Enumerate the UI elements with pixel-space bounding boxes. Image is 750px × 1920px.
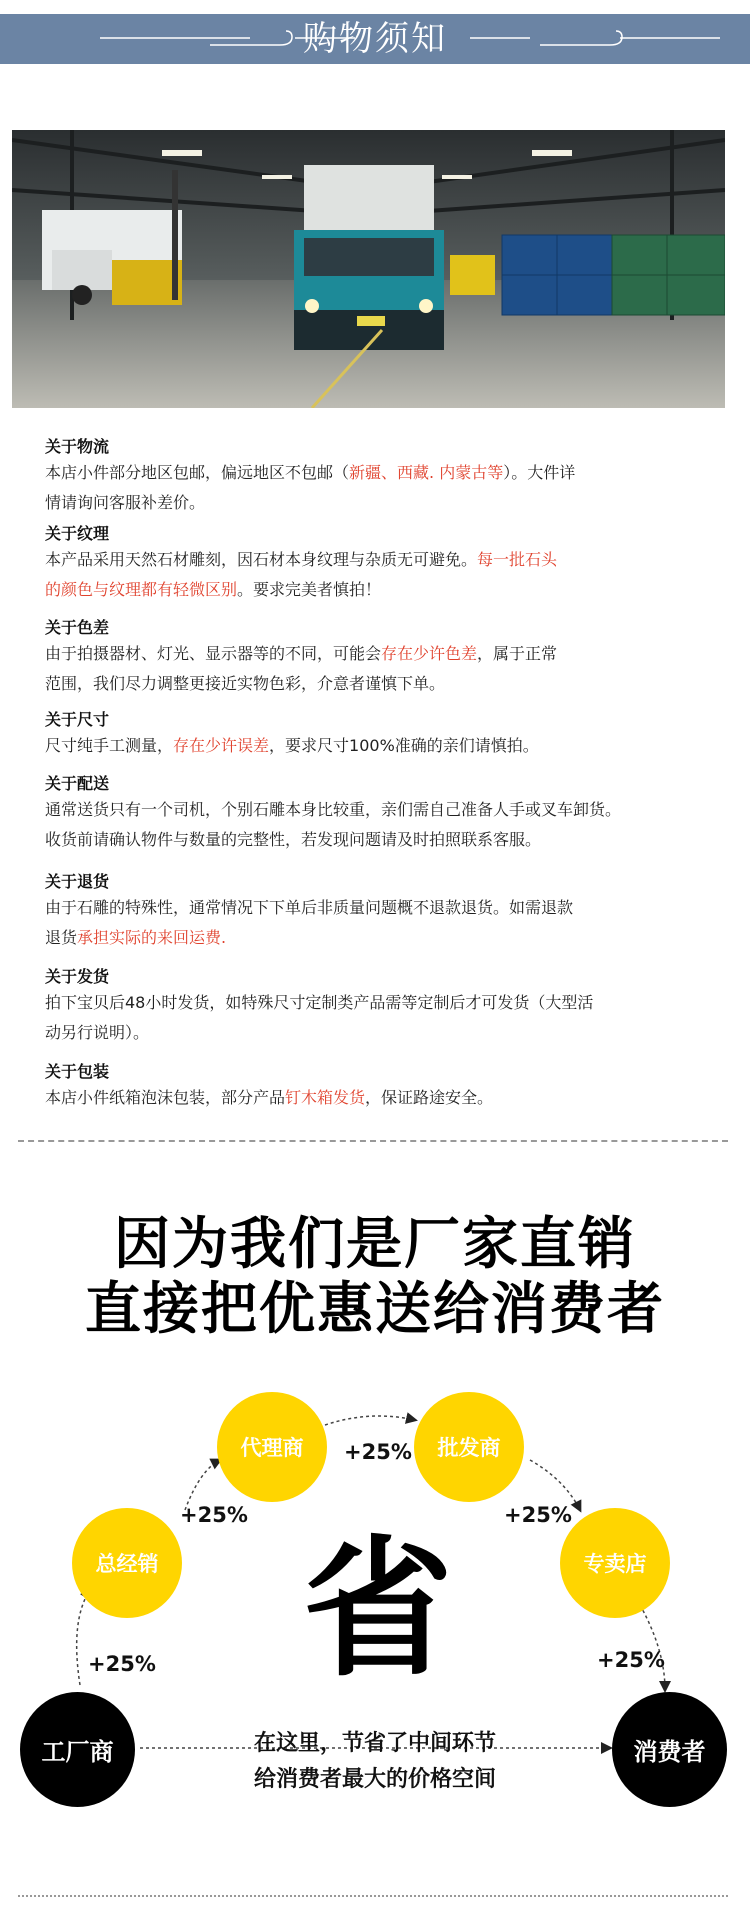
bottom-divider [18,1895,728,1897]
body-text: 本店小件部分地区包邮，偏远地区不包邮（ [45,463,350,482]
save-character: 省 [302,1523,453,1697]
caption-line-2: 给消费者最大的价格空间 [253,1767,496,1792]
notice-line [45,923,725,953]
body-text: 本产品采用天然石材雕刻，因石材本身纹理与杂质无可避免。 [45,550,478,569]
notice-title: 关于物流 [45,437,110,456]
node-factory: 工厂商 [20,1692,135,1807]
markup-label-1: +25% [88,1652,156,1676]
node-wholesaler: 批发商 [414,1392,524,1502]
node-general-distributor: 总经销 [72,1508,182,1618]
markup-label-5: +25% [597,1648,665,1672]
notice-shipping [45,966,725,1048]
section-divider [18,1140,728,1142]
body-text: 由于拍摄器材、灯光、显示器等的不同，可能会 [45,644,382,663]
notice-line [45,795,725,825]
highlight-text: 的颜色与纹理都有轻微区别 [45,580,238,599]
notice-color [45,617,725,699]
notice-title: 关于退货 [45,872,110,891]
markup-label-4: +25% [504,1503,572,1527]
body-text: 。要求完美者慎拍！ [237,580,382,599]
body-text: ，保证路途安全。 [365,1088,494,1107]
notice-texture [45,523,725,605]
notice-packaging [45,1061,725,1113]
node-store: 专卖店 [560,1508,670,1618]
node-consumer: 消费者 [612,1692,727,1807]
body-text: ，要求尺寸100%准确的亲们请慎拍。 [269,736,539,755]
highlight-text: 新疆、西藏. 内蒙古等 [349,463,504,482]
markup-label-3: +25% [344,1440,412,1464]
body-text: 由于石雕的特殊性，通常情况下下单后非质量问题概不退款退货。如需退款 [45,898,574,917]
notice-returns [45,871,725,953]
notice-line [45,545,725,575]
highlight-text: 存在少许色差 [381,644,478,663]
notice-size [45,709,725,761]
body-text: 收货前请确认物件与数量的完整性，若发现问题请及时拍照联系客服。 [45,830,542,849]
notice-delivery [45,773,725,855]
markup-label-2: +25% [180,1503,248,1527]
notice-logistics [45,436,725,518]
highlight-text: 每一批石头 [477,550,558,569]
body-text: 范围，我们尽力调整更接近实物色彩，介意者谨慎下单。 [45,674,446,693]
node-agent: 代理商 [217,1392,327,1502]
warehouse-photo [12,130,725,408]
body-text: 尺寸纯手工测量， [45,736,174,755]
slogan-line-2: 直接把优惠送给消费者 [85,1277,665,1342]
notice-line [45,639,725,669]
page-title: 购物须知 [303,19,447,59]
notice-line [45,731,725,761]
notice-title: 关于配送 [45,774,110,793]
notice-line [45,1083,725,1113]
notice-line [45,1018,725,1048]
body-text: ，属于正常 [477,644,558,663]
highlight-text: 钉木箱发货 [285,1088,366,1107]
notice-title: 关于尺寸 [45,710,110,729]
slogan-line-1: 因为我们是厂家直销 [114,1212,636,1277]
body-text: 通常送货只有一个司机，个别石雕本身比较重，亲们需自己准备人手或叉车卸货。 [45,800,622,819]
body-text: ）。大件详 [503,463,576,482]
body-text: 退货 [45,928,78,947]
notice-line [45,825,725,855]
notice-title: 关于色差 [45,618,110,637]
notice-title: 关于包装 [45,1062,110,1081]
header-banner [0,14,750,64]
notice-line [45,893,725,923]
body-text: 拍下宝贝后48小时发货，如特殊尺寸定制类产品需等定制后才可发货（大型活 [45,993,594,1012]
body-text: 动另行说明）。 [45,1023,150,1042]
body-text: 本店小件纸箱泡沫包装，部分产品 [45,1088,286,1107]
notice-title: 关于纹理 [45,524,110,543]
notice-line [45,575,725,605]
notice-title: 关于发货 [45,967,110,986]
caption-line-1: 在这里，节省了中间环节 [253,1731,496,1756]
body-text: 情请询问客服补差价。 [45,493,206,512]
notice-line [45,458,725,488]
highlight-text: 承担实际的来回运费. [77,928,227,947]
notice-line [45,669,725,699]
notice-line [45,488,725,518]
highlight-text: 存在少许误差 [173,736,270,755]
notice-line [45,988,725,1018]
